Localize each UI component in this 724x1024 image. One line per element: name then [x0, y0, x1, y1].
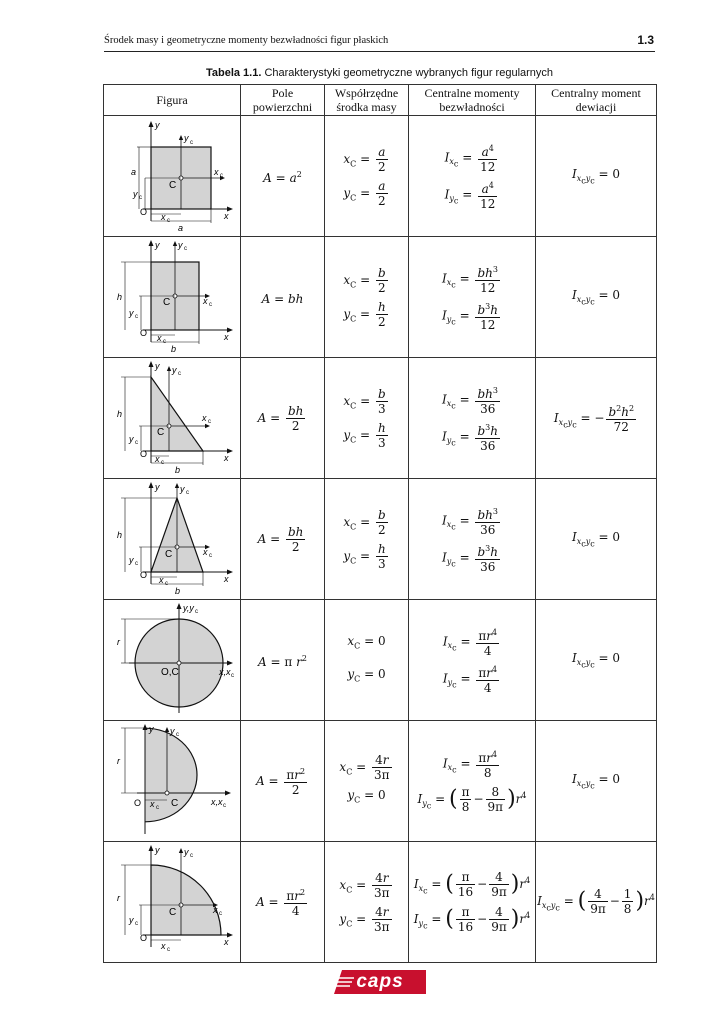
area-cell: A = $\frac{\pi r^2}{4}$ — [241, 842, 325, 963]
svg-text:C: C — [169, 180, 177, 191]
svg-text:h: h — [117, 292, 123, 302]
centroid-cell: $x_C$ = $\frac{b}{2}$ $y_C$ = $\frac{h}{2}$ — [325, 237, 409, 358]
svg-text:c: c — [220, 173, 223, 179]
svg-text:x,x: x,x — [211, 797, 223, 807]
centroid-cell: $x_C$ = $\frac{4r}{3\pi}$ $y_C = 0$ — [325, 721, 409, 842]
svg-text:y: y — [129, 915, 134, 925]
svg-text:c: c — [167, 218, 170, 224]
svg-text:x: x — [161, 941, 166, 951]
svg-text:x: x — [203, 296, 208, 306]
svg-text:c: c — [139, 195, 142, 201]
svg-text:y: y — [155, 361, 160, 371]
svg-text:C: C — [169, 907, 177, 918]
svg-text:c: c — [167, 947, 170, 953]
moments-cell: $I_{x_c}$ = $\frac{bh^3}{36}$ $I_{y_c}$ = $\frac{b^3h}{36}$ — [409, 479, 536, 600]
svg-text:r: r — [117, 756, 120, 766]
svg-text:x: x — [224, 574, 229, 584]
table-row — [104, 237, 657, 358]
caption-text: Charakterystyki geometryczne wybranych figur regularnych — [264, 67, 554, 79]
svg-text:y: y — [129, 555, 134, 565]
svg-text:y: y — [149, 724, 154, 734]
svg-text:x: x — [214, 167, 219, 177]
moments-cell: $I_{x_c}$ = $\frac{bh^3}{12}$ $I_{y_c}$ = $\frac{b^3h}{12}$ — [409, 237, 536, 358]
svg-text:x: x — [224, 211, 229, 221]
page-header — [104, 33, 654, 51]
semicircle-diagram — [107, 722, 237, 840]
svg-text:y: y — [155, 240, 160, 250]
svg-text:c: c — [165, 581, 168, 587]
centroid-cell: $x_C$ = $\frac{b}{3}$ $y_C$ = $\frac{h}{3}$ — [325, 358, 409, 479]
svg-text:r: r — [117, 893, 120, 903]
figure-square — [104, 116, 241, 237]
moments-cell: $I_{x_c}$ = $\frac{\pi r^4}{4}$ $I_{y_c}$ = $\frac{\pi r^4}{4}$ — [409, 600, 536, 721]
centroid-cell: $x_C$ = $\frac{a}{2}$ $y_C$ = $\frac{a}{2}$ — [325, 116, 409, 237]
svg-text:O,C: O,C — [161, 667, 179, 678]
publisher-logo — [334, 970, 426, 994]
area-cell: $A = a^2$ — [241, 116, 325, 237]
header-title: Środek masy i geometryczne momenty bezwładności figur płaskich — [104, 35, 389, 46]
svg-text:c: c — [209, 302, 212, 308]
product-moment-cell: $I_{x_cy_c} = 0$ — [536, 600, 657, 721]
svg-text:c: c — [208, 419, 211, 425]
svg-text:c: c — [135, 314, 138, 320]
svg-text:a: a — [131, 167, 137, 177]
svg-text:x: x — [155, 454, 160, 464]
page-number: 1.3 — [637, 33, 654, 47]
svg-text:x: x — [203, 547, 208, 557]
svg-text:O: O — [140, 328, 148, 338]
svg-text:x: x — [224, 332, 229, 342]
svg-text:y,y: y,y — [183, 603, 194, 613]
centroid-cell: $x_C$ = $\frac{b}{2}$ $y_C$ = $\frac{h}{3}$ — [325, 479, 409, 600]
svg-text:x: x — [213, 905, 218, 915]
svg-text:y: y — [155, 482, 160, 492]
svg-text:r: r — [117, 637, 120, 647]
svg-text:x,x: x,x — [219, 667, 231, 677]
table-row — [104, 600, 657, 721]
centroid-cell: $x_C = 0$ $y_C = 0$ — [325, 600, 409, 721]
col-header-figure: Figura — [104, 85, 241, 116]
svg-text:y: y — [170, 726, 175, 736]
product-moment-cell: $I_{x_cy_c} = 0$ — [536, 479, 657, 600]
svg-text:y: y — [178, 240, 183, 250]
product-moment-cell: $I_{x_cy_c} = 0$ — [536, 721, 657, 842]
quarter-circle-diagram — [107, 843, 237, 961]
area-cell: A = bh — [241, 237, 325, 358]
svg-text:y: y — [155, 120, 160, 130]
table-row — [104, 116, 657, 237]
svg-text:c: c — [219, 911, 222, 917]
area-cell: A = $\frac{bh}{2}$ — [241, 479, 325, 600]
col-header-centroid: Współrzędne środka masy — [325, 85, 409, 116]
svg-text:a: a — [178, 223, 184, 233]
svg-text:x: x — [161, 212, 166, 222]
moments-cell: $I_{x_c}$ = $\frac{a^4}{12}$ $I_{y_c}$ = $\frac{a^4}{12}$ — [409, 116, 536, 237]
svg-text:C: C — [163, 297, 171, 308]
product-moment-cell: $I_{x_cy_c}$ = − $\frac{b^2h^2}{72}$ — [536, 358, 657, 479]
svg-text:x: x — [157, 333, 162, 343]
table-header-row — [104, 85, 657, 116]
svg-text:c: c — [135, 921, 138, 927]
svg-text:y: y — [172, 365, 177, 375]
product-moment-cell: $I_{x_cy_c}$ = ( $\frac{4}{9\pi}$ − $\frac{1}{8}$ )$r^4$ — [536, 842, 657, 963]
svg-text:y: y — [133, 189, 138, 199]
caption-label: Tabela 1.1. — [205, 67, 262, 79]
svg-text:O: O — [140, 933, 148, 943]
square-diagram — [107, 117, 237, 235]
svg-text:h: h — [117, 409, 123, 419]
table-row — [104, 479, 657, 600]
area-cell: A = π $r^2$ — [241, 600, 325, 721]
svg-text:c: c — [209, 553, 212, 559]
svg-text:O: O — [134, 798, 142, 808]
svg-text:y: y — [155, 845, 160, 855]
figure-right-triangle — [104, 358, 241, 479]
svg-text:O: O — [140, 449, 148, 459]
svg-text:O: O — [140, 570, 148, 580]
logo-text: caps — [356, 971, 404, 992]
svg-text:O: O — [140, 207, 148, 217]
table-row — [104, 842, 657, 963]
right-triangle-diagram — [107, 359, 237, 477]
table-row — [104, 358, 657, 479]
svg-text:c: c — [190, 140, 193, 146]
table-caption — [104, 67, 655, 79]
area-cell: A = $\frac{\pi r^2}{2}$ — [241, 721, 325, 842]
svg-text:c: c — [186, 490, 189, 496]
svg-text:c: c — [135, 561, 138, 567]
product-moment-cell: $I_{x_cy_c} = 0$ — [536, 237, 657, 358]
table-row — [104, 721, 657, 842]
col-header-product-moment: Centralny moment dewiacji — [536, 85, 657, 116]
col-header-central-moments: Centralne momenty bezwładności — [409, 85, 536, 116]
svg-text:x: x — [159, 575, 164, 585]
svg-text:y: y — [129, 308, 134, 318]
svg-text:x: x — [202, 413, 207, 423]
figure-circle — [104, 600, 241, 721]
properties-table — [103, 84, 657, 963]
centroid-cell: $x_C$ = $\frac{4r}{3\pi}$ $y_C$ = $\frac{4r}{3\pi}$ — [325, 842, 409, 963]
circle-diagram — [107, 601, 237, 719]
svg-text:c: c — [178, 371, 181, 377]
moments-cell: $I_{x_c}$ = ( $\frac{\pi}{16}$ − $\frac{4}{9\pi}$ )$r^4$ $I_{y_c}$ = ( $\frac{\pi}{16}$ − $\frac{4}{9\pi}$ )$r^4$ — [409, 842, 536, 963]
svg-text:c: c — [176, 732, 179, 738]
svg-text:b: b — [175, 586, 181, 596]
svg-text:x: x — [224, 937, 229, 947]
svg-text:c: c — [195, 609, 198, 615]
svg-text:c: c — [163, 339, 166, 345]
figure-semicircle — [104, 721, 241, 842]
svg-text:c: c — [223, 803, 226, 809]
svg-text:c: c — [190, 853, 193, 859]
svg-text:x: x — [224, 453, 229, 463]
moments-cell: $I_{x_c}$ = $\frac{bh^3}{36}$ $I_{y_c}$ = $\frac{b^3h}{36}$ — [409, 358, 536, 479]
svg-text:y: y — [184, 847, 189, 857]
isosceles-triangle-diagram — [107, 480, 237, 598]
svg-text:y: y — [129, 434, 134, 444]
svg-text:y: y — [180, 484, 185, 494]
figure-isosceles-triangle — [104, 479, 241, 600]
rectangle-diagram — [107, 238, 237, 356]
figure-rectangle — [104, 237, 241, 358]
svg-text:b: b — [175, 465, 181, 475]
svg-text:c: c — [184, 246, 187, 252]
header-rule — [104, 51, 655, 52]
col-header-area: Pole powierzchni — [241, 85, 325, 116]
svg-text:C: C — [171, 798, 179, 809]
product-moment-cell: $I_{x_cy_c} = 0$ — [536, 116, 657, 237]
moments-cell: $I_{x_c}$ = $\frac{\pi r^4}{8}$ $I_{y_c}$ = ( $\frac{\pi}{8}$ − $\frac{8}{9\pi}$ )$r^4$ — [409, 721, 536, 842]
svg-text:c: c — [156, 805, 159, 811]
figure-quarter-circle — [104, 842, 241, 963]
svg-text:C: C — [157, 427, 165, 438]
svg-text:c: c — [135, 440, 138, 446]
svg-text:C: C — [165, 549, 173, 560]
area-cell: A = $\frac{bh}{2}$ — [241, 358, 325, 479]
svg-text:b: b — [171, 344, 177, 354]
svg-text:x: x — [150, 799, 155, 809]
svg-text:c: c — [161, 460, 164, 466]
svg-text:h: h — [117, 530, 123, 540]
svg-text:c: c — [231, 673, 234, 679]
svg-text:y: y — [184, 133, 189, 143]
